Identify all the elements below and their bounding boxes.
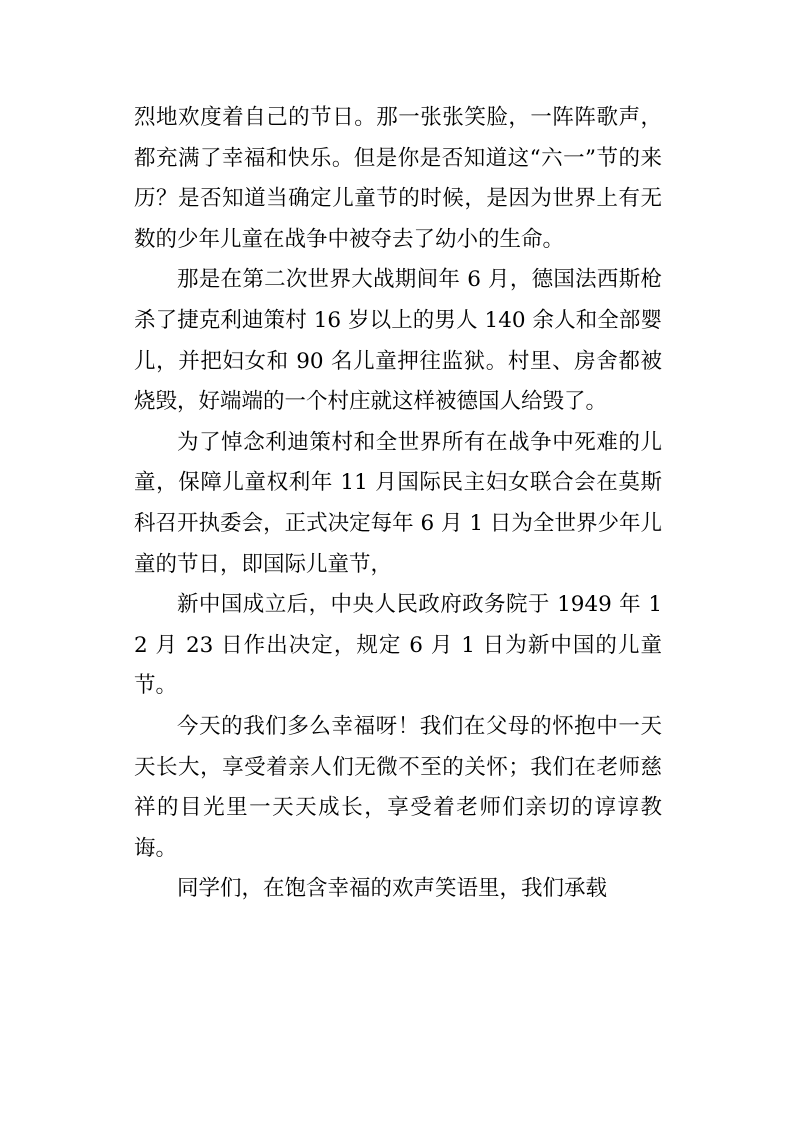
paragraph-2: 那是在第二次世界大战期间年 6 月，德国法西斯枪杀了捷克利迪策村 16 岁以上的男人 140 余人和全部婴儿，并把妇女和 90 名儿童押往监狱。村里、房舍都被烧毁，好端端的一个村庄就这样被德国人给毁了。 — [134, 267, 662, 415]
paragraph-1: 烈地欢度着自己的节日。那一张张笑脸，一阵阵歌声，都充满了幸福和快乐。但是你是否知道这“六一”节的来历？是否知道当确定儿童节的时候，是因为世界上有无数的少年儿童在战争中被夺去了幼小的生命。 — [134, 105, 662, 252]
paragraph-5: 今天的我们多么幸福呀！我们在父母的怀抱中一天天长大，享受着亲人们无微不至的关怀；我们在老师慈祥的目光里一天天成长，享受着老师们亲切的谆谆教诲。 — [134, 713, 662, 861]
paragraph-6: 同学们，在饱含幸福的欢声笑语里，我们承载 — [177, 876, 608, 902]
paragraph-4: 新中国成立后，中央人民政府政务院于 1949 年 12 月 23 日作出决定，规定 6 月 1 日为新中国的儿童节。 — [134, 592, 662, 699]
document-page — [134, 98, 662, 910]
paragraph-3: 为了悼念利迪策村和全世界所有在战争中死难的儿童，保障儿童权利年 11 月国际民主妇女联合会在莫斯科召开执委会，正式决定每年 6 月 1 日为全世界少年儿童的节日，即国际儿童节， — [134, 429, 662, 577]
